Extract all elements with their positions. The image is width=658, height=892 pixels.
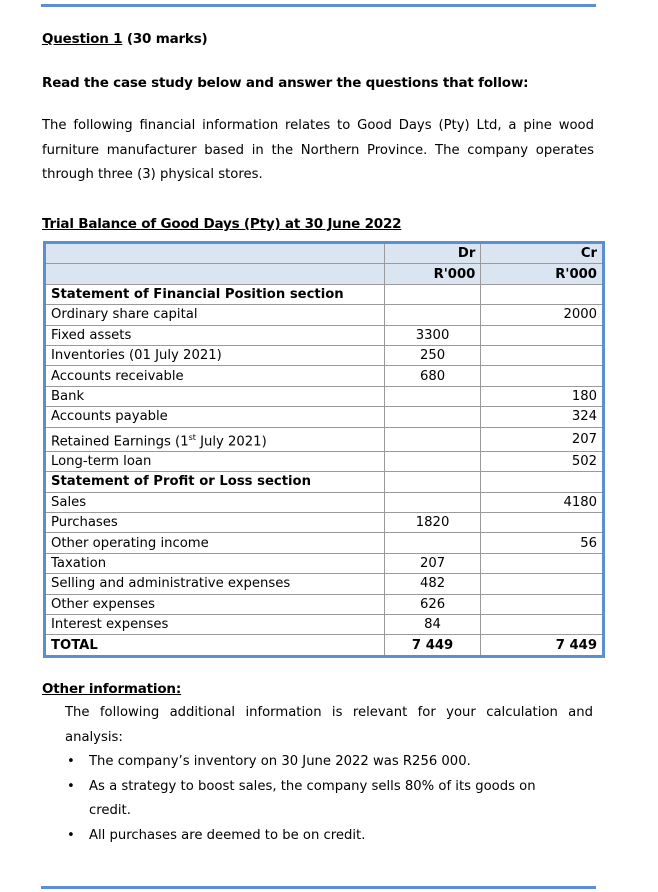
trial-balance-title: Trial Balance of Good Days (Pty) at 30 June 2022 xyxy=(42,216,402,232)
dr-header: Dr xyxy=(384,243,481,264)
row-label: Accounts receivable xyxy=(45,366,385,386)
table-row xyxy=(45,386,604,406)
table-row xyxy=(45,533,604,553)
row-label: Bank xyxy=(45,386,385,406)
total-label: TOTAL xyxy=(45,635,385,656)
row-label-text: Retained Earnings (1 xyxy=(51,433,189,449)
row-label-text: July 2021) xyxy=(195,433,267,449)
dr-value: 84 xyxy=(384,615,481,635)
cr-value: 56 xyxy=(481,533,604,553)
row-label: Accounts payable xyxy=(45,407,385,427)
total-dr: 7 449 xyxy=(384,635,481,656)
cr-value: 502 xyxy=(481,451,604,471)
dr-unit: R'000 xyxy=(384,264,481,284)
cr-value: 207 xyxy=(481,427,604,451)
dr-value: 1820 xyxy=(384,513,481,533)
table-row xyxy=(45,427,604,451)
unit-blank-cell xyxy=(45,264,385,284)
question-title xyxy=(42,31,208,47)
dr-value: 626 xyxy=(384,594,481,614)
dr-value xyxy=(384,407,481,427)
row-label: Ordinary share capital xyxy=(45,305,385,325)
row-label: Taxation xyxy=(45,553,385,573)
row-label: Purchases xyxy=(45,513,385,533)
table-row xyxy=(45,594,604,614)
table-row xyxy=(45,366,604,386)
section-row xyxy=(45,472,604,492)
cr-value xyxy=(481,366,604,386)
question-label: Question 1 xyxy=(42,31,123,47)
bottom-divider xyxy=(41,886,596,889)
cr-header: Cr xyxy=(481,243,604,264)
row-label: Long-term loan xyxy=(45,451,385,471)
row-label: Fixed assets xyxy=(45,325,385,345)
cr-value xyxy=(481,553,604,573)
section-row xyxy=(45,284,604,304)
table-row xyxy=(45,574,604,594)
cr-value xyxy=(481,615,604,635)
dr-value xyxy=(384,533,481,553)
blank-cell xyxy=(481,284,604,304)
section-label: Statement of Financial Position section xyxy=(45,284,385,304)
table-row xyxy=(45,513,604,533)
table-row xyxy=(45,492,604,512)
cr-value: 324 xyxy=(481,407,604,427)
cr-value xyxy=(481,345,604,365)
table-row xyxy=(45,451,604,471)
cr-value: 180 xyxy=(481,386,604,406)
cr-value: 4180 xyxy=(481,492,604,512)
list-item-text: The company’s inventory on 30 June 2022 was R256 000. xyxy=(89,754,471,769)
dr-value xyxy=(384,492,481,512)
bullet-icon: • xyxy=(67,754,75,769)
top-divider xyxy=(41,4,596,7)
intro-paragraph: The following financial information relates to Good Days (Pty) Ltd, a pine wood furniture manufacturer based in the Northern Province. The company operates through three (3) physical stores. xyxy=(42,118,594,182)
dr-value: 680 xyxy=(384,366,481,386)
row-label: Other expenses xyxy=(45,594,385,614)
instruction-text: Read the case study below and answer the questions that follow: xyxy=(42,75,529,91)
blank-cell xyxy=(481,472,604,492)
table-row xyxy=(45,345,604,365)
row-label: Interest expenses xyxy=(45,615,385,635)
table-row xyxy=(45,305,604,325)
other-information-list xyxy=(65,750,565,848)
list-item xyxy=(65,775,565,824)
bullet-icon: • xyxy=(67,827,75,843)
list-item xyxy=(65,824,565,849)
row-label: Selling and administrative expenses xyxy=(45,574,385,594)
table-header-row xyxy=(45,243,604,264)
list-item-text: As a strategy to boost sales, the company sells 80% of its goods on credit. xyxy=(89,778,536,818)
table-row xyxy=(45,325,604,345)
cr-value xyxy=(481,574,604,594)
blank-cell xyxy=(384,284,481,304)
dr-value xyxy=(384,427,481,451)
cr-unit: R'000 xyxy=(481,264,604,284)
blank-cell xyxy=(384,472,481,492)
list-item-text: All purchases are deemed to be on credit. xyxy=(89,827,366,843)
question-marks: (30 marks) xyxy=(122,31,208,47)
cr-value xyxy=(481,513,604,533)
dr-value: 250 xyxy=(384,345,481,365)
cr-value xyxy=(481,594,604,614)
row-label: Other operating income xyxy=(45,533,385,553)
other-information-title: Other information: xyxy=(42,681,182,697)
table-row xyxy=(45,407,604,427)
section-label: Statement of Profit or Loss section xyxy=(45,472,385,492)
header-blank-cell xyxy=(45,243,385,264)
ordinal-suffix: st xyxy=(188,432,196,442)
total-row xyxy=(45,635,604,656)
dr-value xyxy=(384,305,481,325)
dr-value xyxy=(384,451,481,471)
row-label xyxy=(45,427,385,451)
row-label: Sales xyxy=(45,492,385,512)
cr-value xyxy=(481,325,604,345)
bullet-icon: • xyxy=(67,778,75,794)
dr-value: 482 xyxy=(384,574,481,594)
list-item xyxy=(65,750,565,775)
dr-value: 207 xyxy=(384,553,481,573)
cr-value: 2000 xyxy=(481,305,604,325)
total-cr: 7 449 xyxy=(481,635,604,656)
table-row xyxy=(45,615,604,635)
table-unit-row xyxy=(45,264,604,284)
trial-balance-table xyxy=(43,241,605,658)
dr-value xyxy=(384,386,481,406)
dr-value: 3300 xyxy=(384,325,481,345)
row-label: Inventories (01 July 2021) xyxy=(45,345,385,365)
table-row xyxy=(45,553,604,573)
other-information-body: The following additional information is relevant for your calculation and analysis: xyxy=(65,705,593,745)
